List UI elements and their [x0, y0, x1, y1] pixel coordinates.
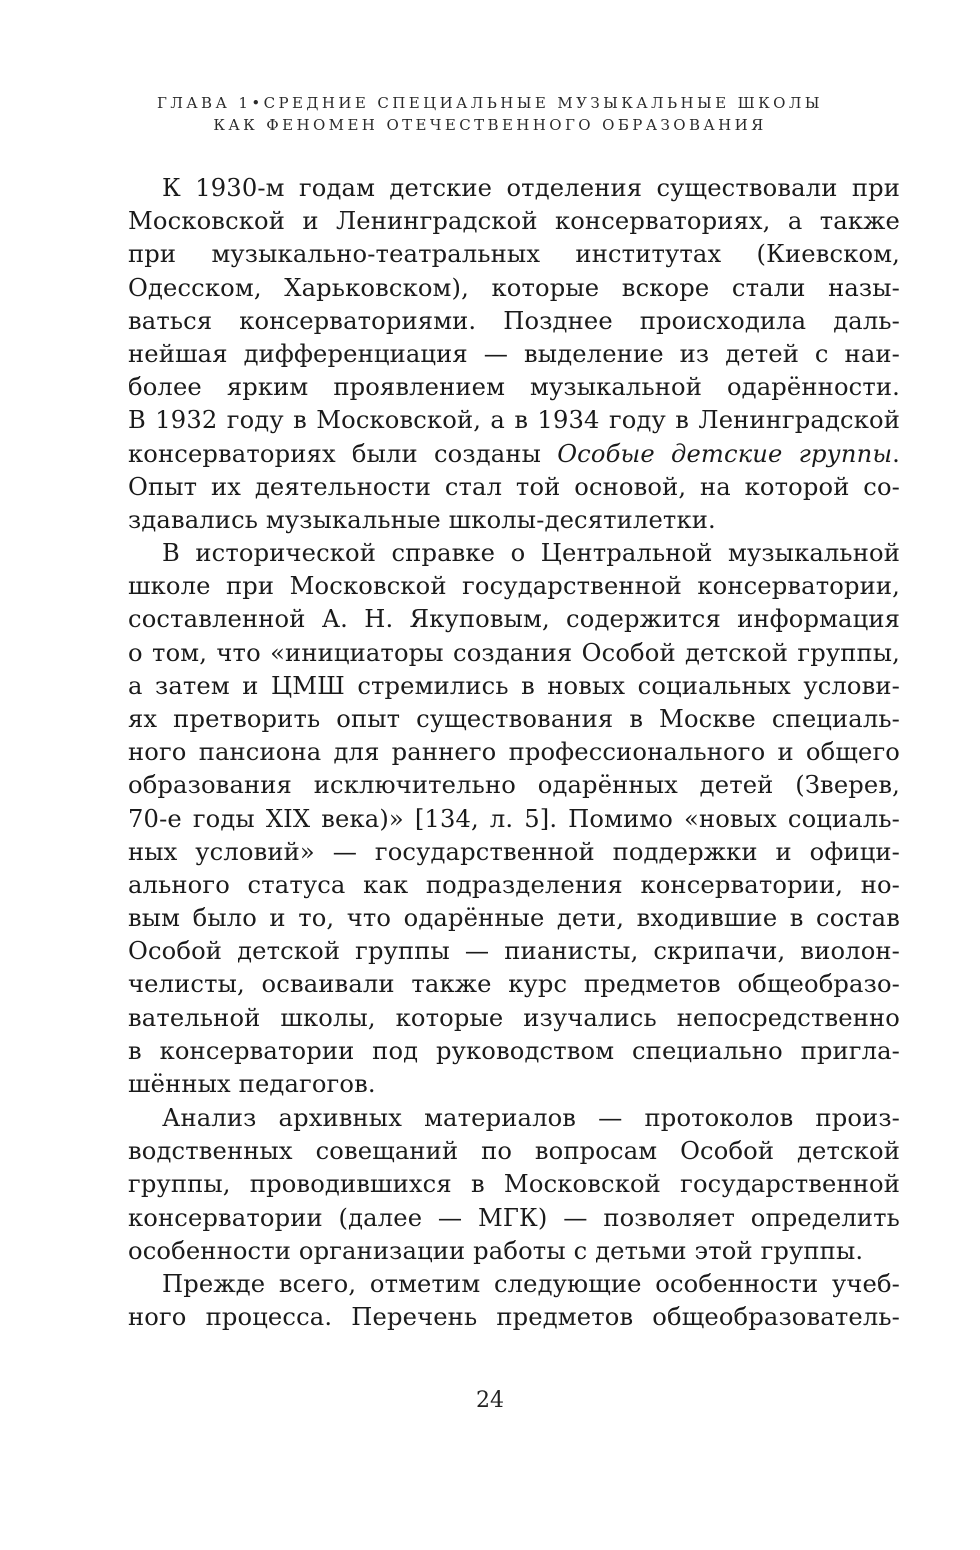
text-line: Прежде всего, отметим следующие особенности учеб- — [162, 1270, 900, 1298]
text-line: при музыкально-театральных институтах (Киевском, — [128, 240, 900, 269]
text-line: челисты, осваивали также курс предметов общеобразо- — [128, 970, 900, 999]
text-line: в консерватории под руководством специально пригла- — [128, 1036, 900, 1065]
text-line: о том, что «инициаторы создания Особой детской группы, — [128, 638, 900, 667]
text-line: шённых педагогов. — [128, 1070, 376, 1098]
text-line: ного пансиона для раннего профессионального и общего — [128, 738, 900, 767]
text-line: ного процесса. Перечень предметов общеобразователь- — [128, 1303, 900, 1332]
text-line: В 1932 году в Московской, а в 1934 году в Ленинградской — [128, 406, 900, 435]
text-line: водственных совещаний по вопросам Особой детской — [128, 1137, 900, 1166]
italic-term-suffix: . — [892, 439, 901, 468]
text-line: группы, проводившихся в Московской государственной — [128, 1170, 900, 1199]
text-line: здавались музыкальные школы-десятилетки. — [128, 505, 716, 534]
text-line-start: консерваториях были созданы — [128, 439, 542, 468]
text-line: ваться консерваториями. Позднее происходила даль- — [128, 306, 900, 335]
text-line: вым было и то, что одарённые дети, входившие в состав — [128, 904, 900, 933]
text-line: более ярким проявлением музыкальной одарённости. — [128, 373, 900, 402]
text-line: ных условий» — государственной поддержки и офици- — [128, 837, 900, 866]
text-line: Московской и Ленинградской консерваториях, а также — [128, 207, 900, 236]
text-line: ях претворить опыт существования в Москве специаль- — [128, 704, 900, 733]
text-line: особенности организации работы с детьми этой группы. — [128, 1236, 864, 1265]
running-header-line-1: ГЛАВА 1•СРЕДНИЕ СПЕЦИАЛЬНЫЕ МУЗЫКАЛЬНЫЕ ШКОЛЫ — [157, 94, 823, 112]
text-line: Опыт их деятельности стал той основой, на которой со- — [128, 472, 900, 501]
paragraph-4 — [128, 1268, 900, 1334]
text-line: а затем и ЦМШ стремились в новых социальных услови- — [128, 671, 900, 700]
text-line: составленной А. Н. Якуповым, содержится информация — [128, 605, 900, 634]
text-line: 70-е годы XIX века)» [134, л. 5]. Помимо «новых социаль- — [128, 804, 900, 833]
text-line-with-italic — [128, 438, 900, 471]
page-number: 24 — [476, 1388, 504, 1413]
italic-term: Особые детские группы — [557, 439, 893, 468]
text-line: В исторической справке о Центральной музыкальной — [162, 539, 900, 567]
running-header-line-2: КАК ФЕНОМЕН ОТЕЧЕСТВЕННОГО ОБРАЗОВАНИЯ — [213, 116, 767, 134]
paragraph-1 — [128, 172, 900, 537]
text-line: нейшая дифференциация — выделение из детей с наи- — [128, 339, 900, 368]
paragraph-2 — [128, 537, 900, 1101]
text-line: Особой детской группы — пианисты, скрипачи, виолон- — [128, 937, 900, 966]
text-line: вательной школы, которые изучались непосредственно — [128, 1003, 900, 1032]
text-line: ального статуса как подразделения консерватории, но- — [128, 870, 900, 899]
text-line: К 1930-м годам детские отделения существовали при — [162, 174, 900, 202]
text-line: Анализ архивных материалов — протоколов произ- — [162, 1104, 900, 1132]
text-line: образования исключительно одарённых детей (Зверев, — [128, 771, 900, 800]
text-line: Одесском, Харьковском), которые вскоре стали назы- — [128, 273, 900, 302]
text-line: консерватории (далее — МГК) — позволяет определить — [128, 1203, 900, 1232]
text-line: школе при Московской государственной консерватории, — [128, 572, 900, 601]
paragraph-3 — [128, 1102, 900, 1268]
